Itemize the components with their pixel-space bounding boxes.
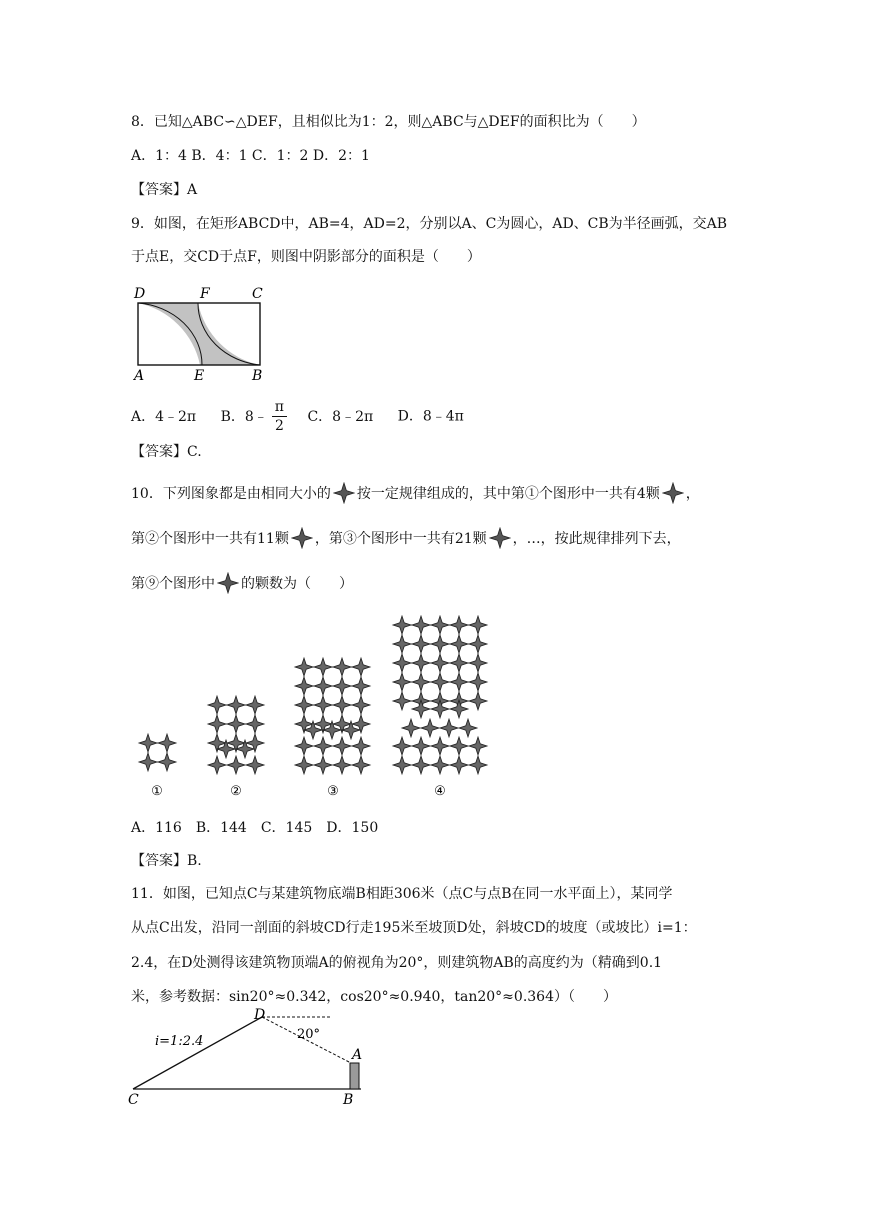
q9-fraction-denominator: 2 — [274, 418, 284, 434]
star-icon — [208, 715, 226, 733]
star-icon — [450, 616, 468, 634]
star-icon — [431, 737, 449, 755]
q9-option-b — [220, 399, 296, 434]
star-icon — [227, 756, 245, 774]
q8-stem: 8．已知△ABC∽△DEF，且相似比为1：2，则△ABC与△DEF的面积比为（ ） — [131, 114, 646, 130]
star-icon — [469, 673, 487, 691]
star-icon — [295, 696, 313, 714]
star-icon — [431, 616, 449, 634]
star-icon — [295, 677, 313, 695]
q9-label-D: D — [134, 286, 146, 302]
star-icon — [469, 635, 487, 653]
q10-figure-label-4: ④ — [434, 784, 446, 799]
star-icon — [431, 756, 449, 774]
star-icon — [314, 677, 332, 695]
star-icon — [450, 654, 468, 672]
q10-star-groups — [139, 616, 487, 774]
q9-options — [131, 398, 464, 435]
q9-option-a: A．4﹣2π — [131, 408, 197, 425]
q9-label-A: A — [134, 368, 145, 383]
q10-line1-text-a: 10．下列图象都是由相同大小的 — [131, 486, 331, 502]
q9-option-b-prefix: B．8﹣ — [220, 408, 268, 425]
star-icon — [227, 715, 245, 733]
q10-figure-label-2: ② — [230, 784, 242, 799]
star-icon — [246, 756, 264, 774]
star-icon — [450, 737, 468, 755]
star-icon — [314, 756, 332, 774]
q10-line2-text-c: ，…，按此规律排列下去， — [512, 531, 681, 547]
star-icon — [314, 658, 332, 676]
star-icon — [333, 658, 351, 676]
q10-line3-text-b: 的颗数为（ ） — [241, 576, 353, 592]
star-icon — [208, 756, 226, 774]
star-icon — [421, 719, 439, 737]
q10-line2-text-b: ，第③个图形中一共有21颗 — [314, 531, 487, 547]
star-icon — [469, 616, 487, 634]
star-icon — [412, 756, 430, 774]
q9-answer: 【答案】C. — [131, 444, 202, 460]
star-icon — [227, 696, 245, 714]
q11-slope-building-figure — [125, 1008, 375, 1113]
q9-label-C: C — [252, 286, 263, 302]
star-icon — [459, 719, 477, 737]
star-icon — [333, 756, 351, 774]
star-icon — [412, 737, 430, 755]
q10-line1-text-c: ， — [685, 486, 700, 502]
four-point-star-icon — [291, 527, 313, 549]
q9-option-c: C．8﹣2π — [307, 408, 374, 425]
star-icon — [352, 756, 370, 774]
q11-line4: 米，参考数据：sin20°≈0.342，cos20°≈0.940，tan20°≈0.364）（ ） — [131, 989, 617, 1005]
star-icon — [393, 635, 411, 653]
star-icon — [450, 756, 468, 774]
star-icon — [412, 635, 430, 653]
star-icon — [412, 616, 430, 634]
star-icon — [393, 737, 411, 755]
star-icon — [450, 635, 468, 653]
star-icon — [469, 737, 487, 755]
q11-slope-label: i=1:2.4 — [155, 1034, 204, 1049]
q10-line3 — [131, 572, 353, 594]
star-icon — [431, 700, 449, 718]
q9-label-F: F — [200, 286, 210, 302]
star-icon — [246, 696, 264, 714]
star-icon — [208, 696, 226, 714]
star-icon — [352, 737, 370, 755]
star-icon — [246, 715, 264, 733]
star-icon — [412, 673, 430, 691]
star-icon — [469, 692, 487, 710]
star-icon — [440, 719, 458, 737]
star-icon — [393, 616, 411, 634]
star-icon — [431, 654, 449, 672]
q10-line3-text-a: 第⑨个图形中 — [131, 576, 215, 592]
q10-line2 — [131, 527, 681, 549]
star-icon — [402, 719, 420, 737]
q10-options: A．116 B．144 C．145 D．150 — [131, 820, 379, 836]
q10-line1 — [131, 482, 700, 504]
q9-stem-line2: 于点E，交CD于点F，则图中阴影部分的面积是（ ） — [131, 249, 481, 265]
q9-label-E: E — [194, 368, 205, 383]
q11-label-D: D — [254, 1008, 266, 1023]
q8-answer: 【答案】A — [131, 182, 198, 198]
q10-answer: 【答案】B. — [131, 853, 202, 869]
q11-line1: 11．如图，已知点C与某建筑物底端B相距306米（点C与点B在同一水平面上），某同学 — [131, 886, 673, 902]
star-icon — [412, 654, 430, 672]
star-icon — [352, 696, 370, 714]
q9-option-b-fraction — [272, 398, 287, 435]
q10-star-pattern-figure — [130, 615, 490, 805]
q10-figure-label-1: ① — [151, 784, 163, 799]
q9-label-B: B — [252, 368, 263, 383]
star-icon — [158, 753, 176, 771]
star-icon — [450, 673, 468, 691]
star-icon — [295, 756, 313, 774]
star-icon — [295, 737, 313, 755]
star-icon — [393, 673, 411, 691]
q9-fraction-numerator: π — [272, 398, 287, 417]
q11-line2: 从点C出发，沿同一剖面的斜坡CD行走195米至坡顶D处，斜坡CD的坡度（或坡比）i=1： — [131, 920, 697, 936]
star-icon — [450, 700, 468, 718]
star-icon — [469, 756, 487, 774]
q9-stem-line1: 9．如图，在矩形ABCD中，AB=4，AD=2，分别以A、C为圆心，AD、CB为半径画弧，交AB — [131, 216, 728, 232]
q11-angle-label: 20° — [297, 1027, 321, 1042]
star-icon — [431, 673, 449, 691]
star-icon — [393, 756, 411, 774]
q11-line3: 2.4，在D处测得该建筑物顶端A的俯视角为20°，则建筑物AB的高度约为（精确到0.1 — [131, 955, 663, 971]
star-icon — [333, 696, 351, 714]
star-icon — [139, 734, 157, 752]
q11-label-B: B — [343, 1092, 354, 1108]
q11-label-C: C — [128, 1092, 139, 1108]
q10-figure-label-3: ③ — [327, 784, 339, 799]
four-point-star-icon — [333, 482, 355, 504]
star-icon — [352, 677, 370, 695]
star-icon — [139, 753, 157, 771]
star-icon — [333, 677, 351, 695]
four-point-star-icon — [662, 482, 684, 504]
star-icon — [352, 658, 370, 676]
star-icon — [158, 734, 176, 752]
star-icon — [314, 737, 332, 755]
q11-label-A: A — [352, 1047, 363, 1063]
star-icon — [314, 696, 332, 714]
star-icon — [295, 658, 313, 676]
q9-rectangle-figure — [128, 283, 278, 383]
four-point-star-icon — [217, 572, 239, 594]
star-icon — [431, 635, 449, 653]
four-point-star-icon — [489, 527, 511, 549]
q10-line1-text-b: 按一定规律组成的，其中第①个图形中一共有4颗 — [356, 486, 660, 502]
q10-line2-text-a: 第②个图形中一共有11颗 — [131, 531, 289, 547]
star-icon — [393, 692, 411, 710]
star-icon — [393, 654, 411, 672]
star-icon — [412, 700, 430, 718]
star-icon — [469, 654, 487, 672]
q8-options: A．1：4 B．4：1 C．1：2 D．2：1 — [131, 148, 370, 164]
star-icon — [333, 737, 351, 755]
q9-option-d: D．8﹣4π — [397, 408, 464, 425]
